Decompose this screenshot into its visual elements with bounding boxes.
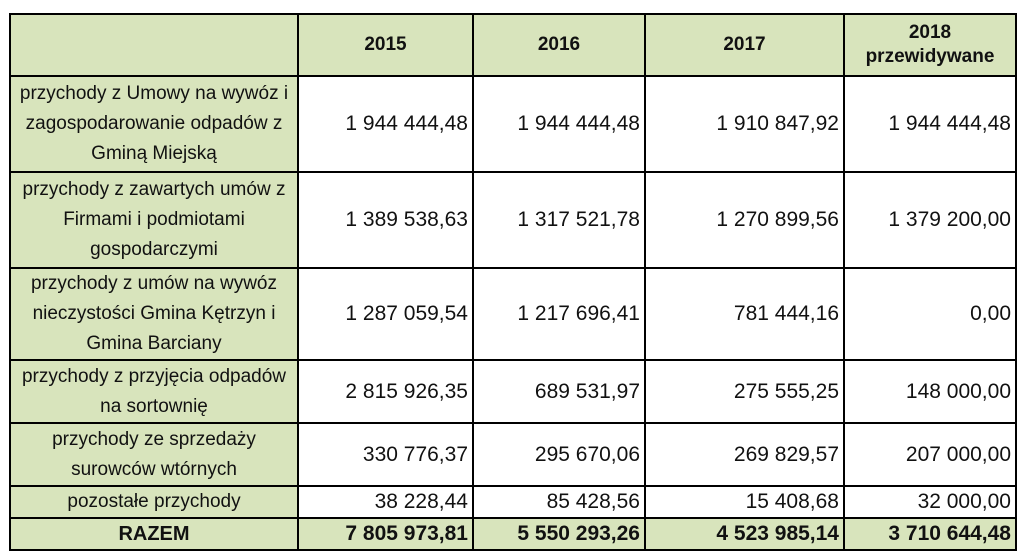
value-2017: 1 910 847,92	[645, 76, 844, 172]
revenue-table	[9, 13, 1017, 551]
header-2015: 2015	[298, 14, 473, 76]
row-label: przychody z przyjęcia odpadów na sortownię	[10, 360, 298, 423]
value-2015: 2 815 926,35	[298, 360, 473, 423]
value-2018: 207 000,00	[844, 423, 1016, 486]
value-2016: 85 428,56	[473, 486, 645, 518]
header-2016: 2016	[473, 14, 645, 76]
value-2015: 1 944 444,48	[298, 76, 473, 172]
table-row	[10, 486, 1016, 518]
table-row	[10, 172, 1016, 268]
total-label: RAZEM	[10, 518, 298, 550]
total-2018: 3 710 644,48	[844, 518, 1016, 550]
value-2017: 15 408,68	[645, 486, 844, 518]
value-2018: 148 000,00	[844, 360, 1016, 423]
header-empty-cell	[10, 14, 298, 76]
value-2015: 1 389 538,63	[298, 172, 473, 268]
header-2017: 2017	[645, 14, 844, 76]
value-2018: 32 000,00	[844, 486, 1016, 518]
total-2017: 4 523 985,14	[645, 518, 844, 550]
value-2015: 38 228,44	[298, 486, 473, 518]
value-2016: 689 531,97	[473, 360, 645, 423]
table-row	[10, 268, 1016, 360]
table-row	[10, 76, 1016, 172]
value-2018: 1 944 444,48	[844, 76, 1016, 172]
value-2016: 1 944 444,48	[473, 76, 645, 172]
header-2018-year: 2018	[908, 22, 952, 43]
total-row	[10, 518, 1016, 550]
table-row	[10, 423, 1016, 486]
row-label: przychody z Umowy na wywóz i zagospodarowanie odpadów z Gminą Miejską	[10, 76, 298, 172]
value-2017: 1 270 899,56	[645, 172, 844, 268]
value-2016: 1 317 521,78	[473, 172, 645, 268]
value-2016: 295 670,06	[473, 423, 645, 486]
header-2018-note: przewidywane	[865, 46, 995, 67]
value-2018: 1 379 200,00	[844, 172, 1016, 268]
total-2015: 7 805 973,81	[298, 518, 473, 550]
value-2016: 1 217 696,41	[473, 268, 645, 360]
value-2017: 275 555,25	[645, 360, 844, 423]
row-label: przychody ze sprzedaży surowców wtórnych	[10, 423, 298, 486]
row-label: przychody z zawartych umów z Firmami i podmiotami gospodarczymi	[10, 172, 298, 268]
value-2017: 781 444,16	[645, 268, 844, 360]
header-2018	[844, 14, 1016, 76]
header-row	[10, 14, 1016, 76]
row-label: przychody z umów na wywóz nieczystości Gmina Kętrzyn i Gmina Barciany	[10, 268, 298, 360]
row-label: pozostałe przychody	[10, 486, 298, 518]
value-2015: 1 287 059,54	[298, 268, 473, 360]
total-2016: 5 550 293,26	[473, 518, 645, 550]
table-row	[10, 360, 1016, 423]
value-2015: 330 776,37	[298, 423, 473, 486]
value-2018: 0,00	[844, 268, 1016, 360]
value-2017: 269 829,57	[645, 423, 844, 486]
